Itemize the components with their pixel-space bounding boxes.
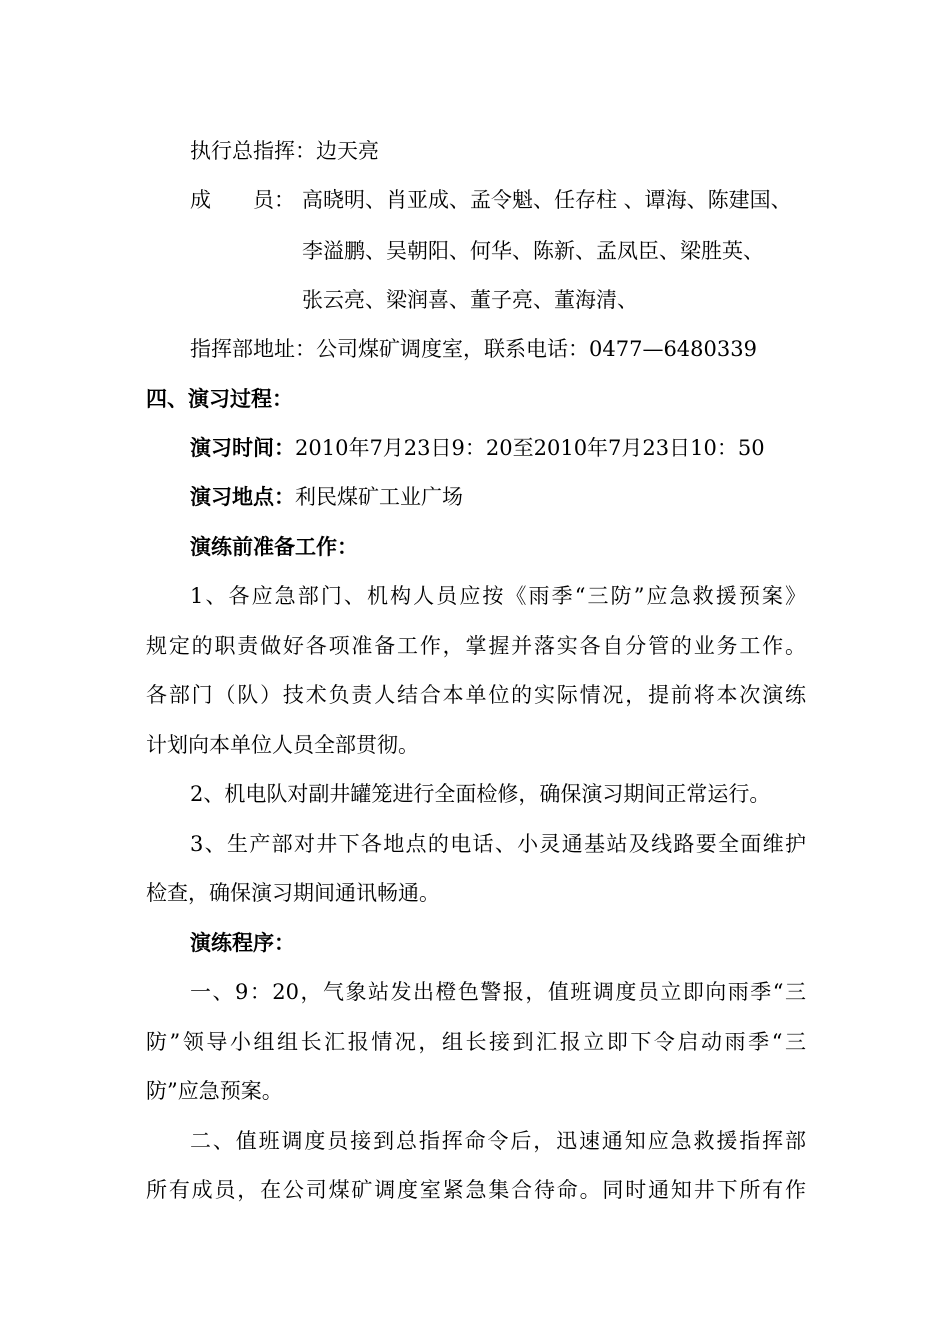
- drill-time-line: [190, 433, 765, 463]
- prep-2-line: 2、机电队对副井罐笼进行全面检修，确保演习期间正常运行。: [190, 782, 771, 806]
- drill-time-value: 2010年7月23日9：20至2010年7月23日10：50: [295, 436, 765, 460]
- executive-commander-line: 执行总指挥：边天亮: [190, 139, 379, 163]
- members-line-2: 李溢鹏、吴朝阳、何华、陈新、孟凤臣、梁胜英、: [302, 239, 764, 263]
- members-line-1: 高晓明、肖亚成、孟令魁、任存柱 、谭海、陈建国、: [302, 188, 792, 212]
- members-line-3: 张云亮、梁润喜、董子亮、董海清、: [302, 288, 638, 312]
- drill-time-label: 演习时间：: [190, 435, 295, 460]
- prep-1-line-3: 各部门（队）技术负责人结合本单位的实际情况，提前将本次演练: [146, 683, 806, 707]
- procedure-1-line-2: 防”领导小组组长汇报情况，组长接到汇报立即下令启动雨季“三: [146, 1030, 806, 1054]
- drill-place-value: 利民煤矿工业广场: [295, 485, 463, 509]
- hq-address-line: 指挥部地址：公司煤矿调度室，联系电话：0477—6480339: [190, 337, 757, 361]
- prep-1-line-1: 1、各应急部门、机构人员应按《雨季“三防”应急救援预案》: [190, 584, 806, 608]
- procedure-2-line-2: 所有成员，在公司煤矿调度室紧急集合待命。同时通知井下所有作: [146, 1178, 806, 1202]
- procedure-1-line-3: 防”应急预案。: [146, 1079, 283, 1103]
- drill-place-label: 演习地点：: [190, 484, 295, 509]
- prep-1-line-4: 计划向本单位人员全部贯彻。: [146, 733, 419, 757]
- prep-heading: 演练前准备工作：: [190, 534, 358, 559]
- members-label: 成 员：: [190, 188, 295, 212]
- procedure-1-line-1: 一、9：20，气象站发出橙色警报，值班调度员立即向雨季“三: [190, 980, 806, 1004]
- drill-place-line: [190, 482, 463, 512]
- prep-3-line-1: 3、生产部对井下各地点的电话、小灵通基站及线路要全面维护: [190, 832, 806, 856]
- prep-1-line-2: 规定的职责做好各项准备工作，掌握并落实各自分管的业务工作。: [146, 634, 806, 658]
- procedure-heading: 演练程序：: [190, 930, 295, 955]
- section-4-heading: 四、演习过程：: [146, 386, 293, 411]
- procedure-2-line-1: 二、值班调度员接到总指挥命令后，迅速通知应急救援指挥部: [190, 1129, 806, 1153]
- prep-3-line-2: 检查，确保演习期间通讯畅通。: [146, 881, 440, 905]
